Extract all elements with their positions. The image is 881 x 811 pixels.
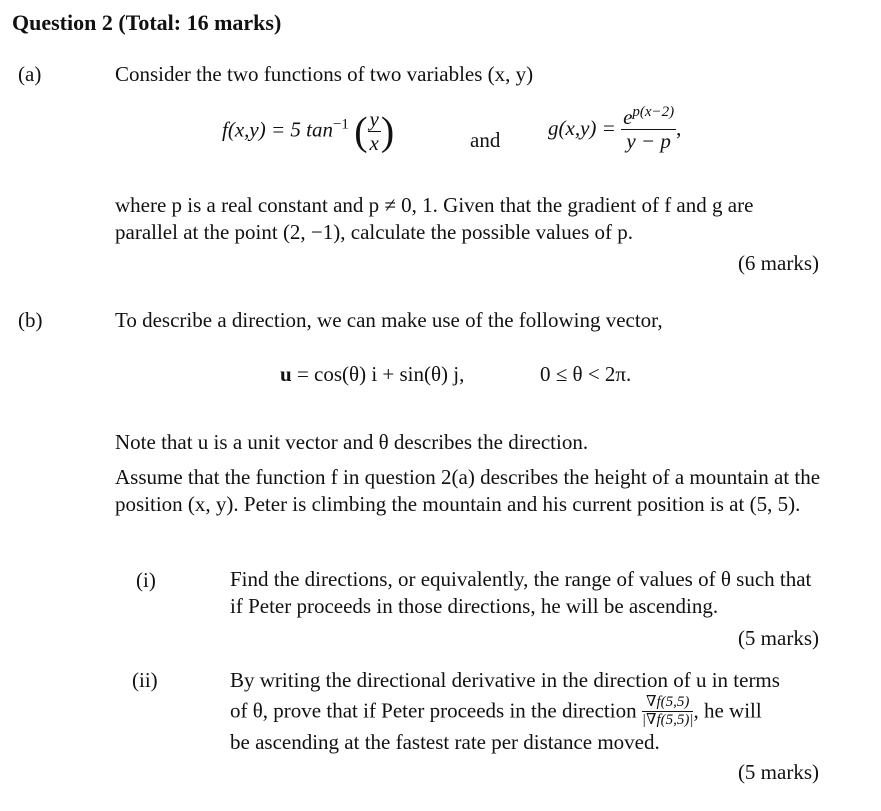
sub-ii-line3: be ascending at the fastest rate per distance moved.: [230, 730, 660, 754]
part-a-intro: Consider the two functions of two variables (x, y): [115, 62, 534, 86]
g-fraction: [621, 104, 676, 153]
theta-range: 0 ≤ θ < 2π.: [540, 362, 632, 386]
mountain-assumption: Assume that the function f in question 2(a) describes the height of a mountain at the position (x, y). Peter is climbing the mountain and his current position is at (5, 5).: [115, 465, 821, 516]
part-a-label: (a): [18, 62, 42, 86]
g-numerator: [621, 104, 676, 130]
question-title: Question 2 (Total: 16 marks): [12, 10, 282, 35]
f-lhs: f(x,y) = 5 tan: [222, 117, 333, 142]
part-a-marks: (6 marks): [737, 251, 819, 275]
gradient-numerator: ∇f(5,5): [642, 694, 694, 712]
unit-vector-note: Note that u is a unit vector and θ describes the direction.: [115, 430, 589, 454]
f-numerator: y: [369, 107, 379, 131]
sub-ii-line2: [230, 694, 762, 728]
sub-i-marks: (5 marks): [737, 626, 819, 650]
f-sup: −1: [332, 116, 349, 133]
g-comma: ,: [676, 116, 682, 141]
left-paren-icon: (: [354, 108, 368, 154]
right-paren-icon: ): [380, 108, 395, 154]
f-fraction: [368, 108, 381, 155]
sub-ii-line1: By writing the directional derivative in the direction of u in terms: [230, 668, 780, 692]
sub-ii-line2-pre: of θ, prove that if Peter proceeds in the direction: [230, 698, 637, 723]
g-definition: [548, 104, 681, 153]
f-denominator: x: [369, 131, 379, 156]
gradient-denominator: |∇f(5,5)|: [641, 711, 694, 728]
f-definition: [222, 108, 394, 155]
sub-ii-marks: (5 marks): [737, 760, 819, 784]
g-numerator-base: e: [623, 105, 633, 129]
part-b-label: (b): [18, 308, 43, 332]
u-symbol: u: [280, 362, 292, 386]
sub-ii-label: (ii): [132, 668, 158, 692]
and-word: and: [470, 128, 501, 152]
sub-i-text: Find the directions, or equivalently, the range of values of θ such that if Peter proceeds in those directions, he will be ascending.: [230, 567, 812, 618]
part-b-intro: To describe a direction, we can make use of the following vector,: [115, 308, 663, 332]
g-numerator-exponent: p(x−2): [632, 104, 675, 120]
sub-i-label: (i): [136, 568, 156, 592]
u-vector-definition: [280, 362, 464, 387]
u-expression: = cos(θ) i + sin(θ) j,: [296, 362, 465, 386]
g-lhs: g(x,y) =: [548, 116, 616, 141]
sub-ii-line2-post: , he will: [693, 698, 762, 723]
gradient-direction-fraction: [642, 694, 694, 728]
g-denominator: y − p: [626, 129, 671, 154]
part-a-body: where p is a real constant and p ≠ 0, 1. Given that the gradient of f and g are parallel at the point (2, −1), calculate the possible values of p.: [115, 193, 754, 244]
